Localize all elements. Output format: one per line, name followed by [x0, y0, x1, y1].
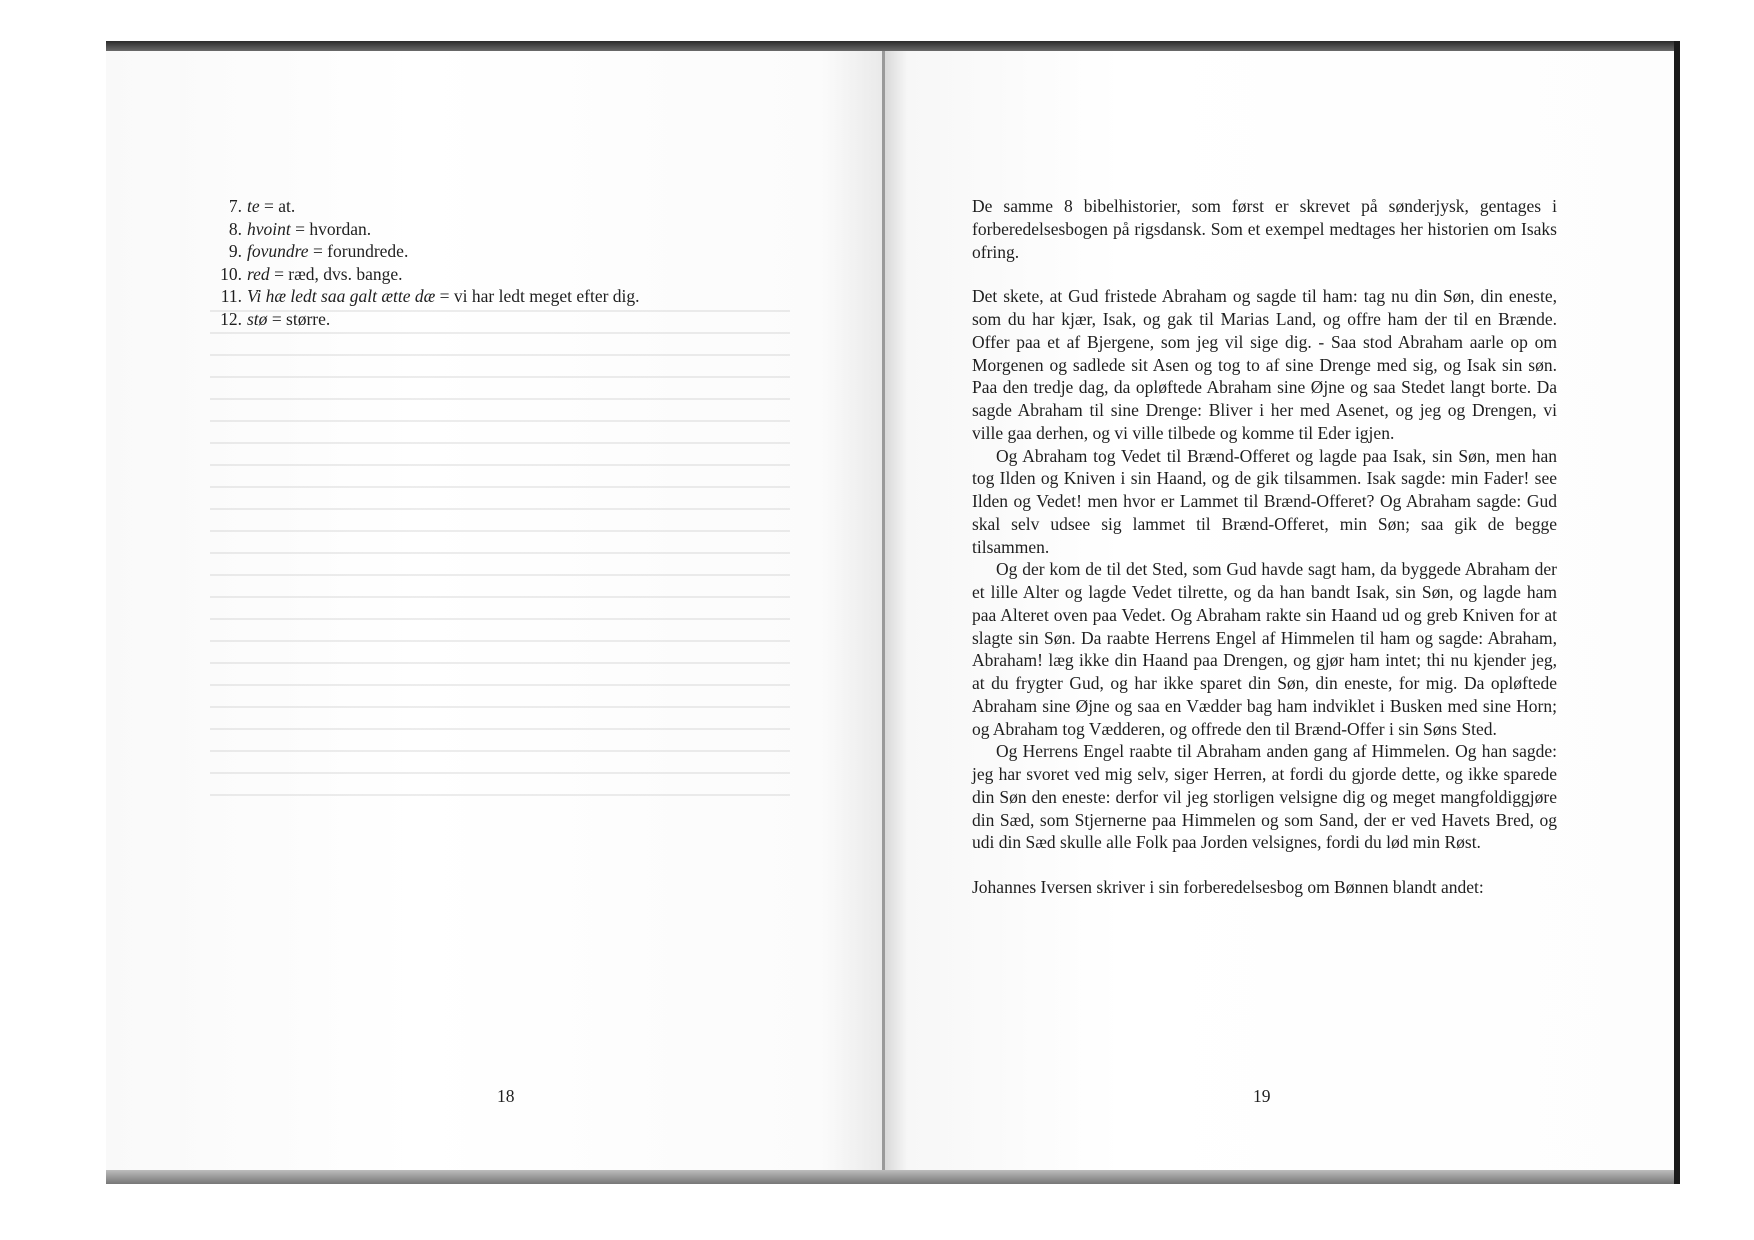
book-gutter	[882, 51, 885, 1170]
closing-paragraph: Johannes Iversen skriver i sin forberedelsesbog om Bønnen blandt andet:	[972, 877, 1484, 897]
footnote	[205, 195, 805, 218]
footnote	[205, 285, 805, 308]
footnote-number: 8.	[228, 218, 242, 239]
footnote-number: 7.	[228, 196, 242, 216]
footnote-term: red	[247, 263, 270, 284]
footnote-gloss: = hvordan.	[290, 218, 372, 239]
scan-edge-right	[1674, 41, 1680, 1184]
scan-edge-top	[106, 41, 1680, 51]
page-number-right: 19	[1253, 1086, 1271, 1106]
footnote-gloss: = at.	[259, 196, 296, 216]
footnote-term: hvoint	[247, 218, 291, 239]
footnote-term: Vi hæ ledt saa galt ætte dæ	[247, 286, 436, 307]
footnotes	[205, 195, 805, 331]
page-number-left: 18	[497, 1086, 515, 1106]
scan-edge-bottom	[106, 1170, 1680, 1184]
footnote-term: stø	[247, 308, 268, 329]
story-paragraph: Og Abraham tog Vedet til Brænd-Offeret og lagde paa Isak, sin Søn, men han tog Ilden og Kniven i sin Haand, og de gik tilsammen. Isak sagde: min Fader! see Ilden og Vedet! men hvor er Lammet til Brænd-Offeret? Og Abraham sagde: Gud skal selv udsee sig lammet til Brænd-Offeret, min Søn; saa gik de begge tilsammen.	[972, 445, 1557, 557]
footnote-gloss: = større.	[267, 308, 331, 329]
footnote-number: 9.	[228, 241, 242, 262]
right-page-text	[972, 195, 1557, 899]
show-through-bleed	[210, 310, 790, 810]
intro-paragraph: De samme 8 bibelhistorier, som først er skrevet på sønderjysk, gentages i forberedelsesbogen på rigsdansk. Som et exempel medtages her historien om Isaks ofring.	[972, 196, 1557, 262]
footnote-gloss: = ræd, dvs. bange.	[269, 263, 403, 284]
footnote-gloss: = vi har ledt meget efter dig.	[435, 286, 640, 307]
story-paragraph: Det skete, at Gud fristede Abraham og sagde til ham: tag nu din Søn, din eneste, som du har kjær, Isak, og gak til Marias Land, og offre ham der til en Brænde. Offer paa et af Bjergene, som jeg vil sige dig. - Saa stod Abraham aarle op om Morgenen og sadlede sit Asen og tog to af sine Drenge med sig, og Isak sin søn. Paa den tredje dag, da opløftede Abraham sine Øjne og saa Stedet langt borte. Da sagde Abraham til sine Drenge: Bliver i her med Asenet, og jeg og Drengen, vi ville gaa derhen, og vi ville tilbede og komme til Eder igjen.	[972, 286, 1557, 443]
footnote	[205, 263, 805, 286]
footnote-number: 12.	[220, 308, 242, 329]
footnote	[205, 308, 805, 331]
footnote-number: 10.	[220, 263, 242, 284]
footnote	[205, 218, 805, 241]
footnote-gloss: = forundrede.	[308, 241, 409, 262]
footnote-number: 11.	[220, 286, 242, 307]
footnote-term: te	[247, 196, 260, 216]
footnote	[205, 240, 805, 263]
footnote-term: fovundre	[247, 241, 309, 262]
story-paragraph: Og Herrens Engel raabte til Abraham anden gang af Himmelen. Og han sagde: jeg har svoret ved mig selv, siger Herren, at fordi du gjorde dette, og ikke sparede din Søn den eneste: derfor vil jeg storligen velsigne dig og meget mangfoldiggjøre din Sæd, som Stjernerne paa Himmelen og som Sand, der er ved Havets Bred, og udi din Sæd skulle alle Folk paa Jorden velsignes, fordi du lød min Røst.	[972, 741, 1557, 853]
story-paragraph: Og der kom de til det Sted, som Gud havde sagt ham, da byggede Abraham der et lille Alter og lagde Vedet tilrette, og da han bandt Isak, sin Søn, og lagde ham paa Alteret oven paa Vedet. Og Abraham rakte sin Haand ud og greb Kniven for at slagte sin Søn. Da raabte Herrens Engel af Himmelen til ham og sagde: Abraham, Abraham! læg ikke din Haand paa Drengen, og gjør ham intet; thi nu kjender jeg, at du frygter Gud, og har ikke sparet din Søn, din eneste, for mig. Da opløftede Abraham sine Øjne og saa en Vædder bag ham indviklet i Busken med sine Horn; og Abraham tog Vædderen, og offrede den til Brænd-Offer i sin Søns Sted.	[972, 559, 1557, 739]
